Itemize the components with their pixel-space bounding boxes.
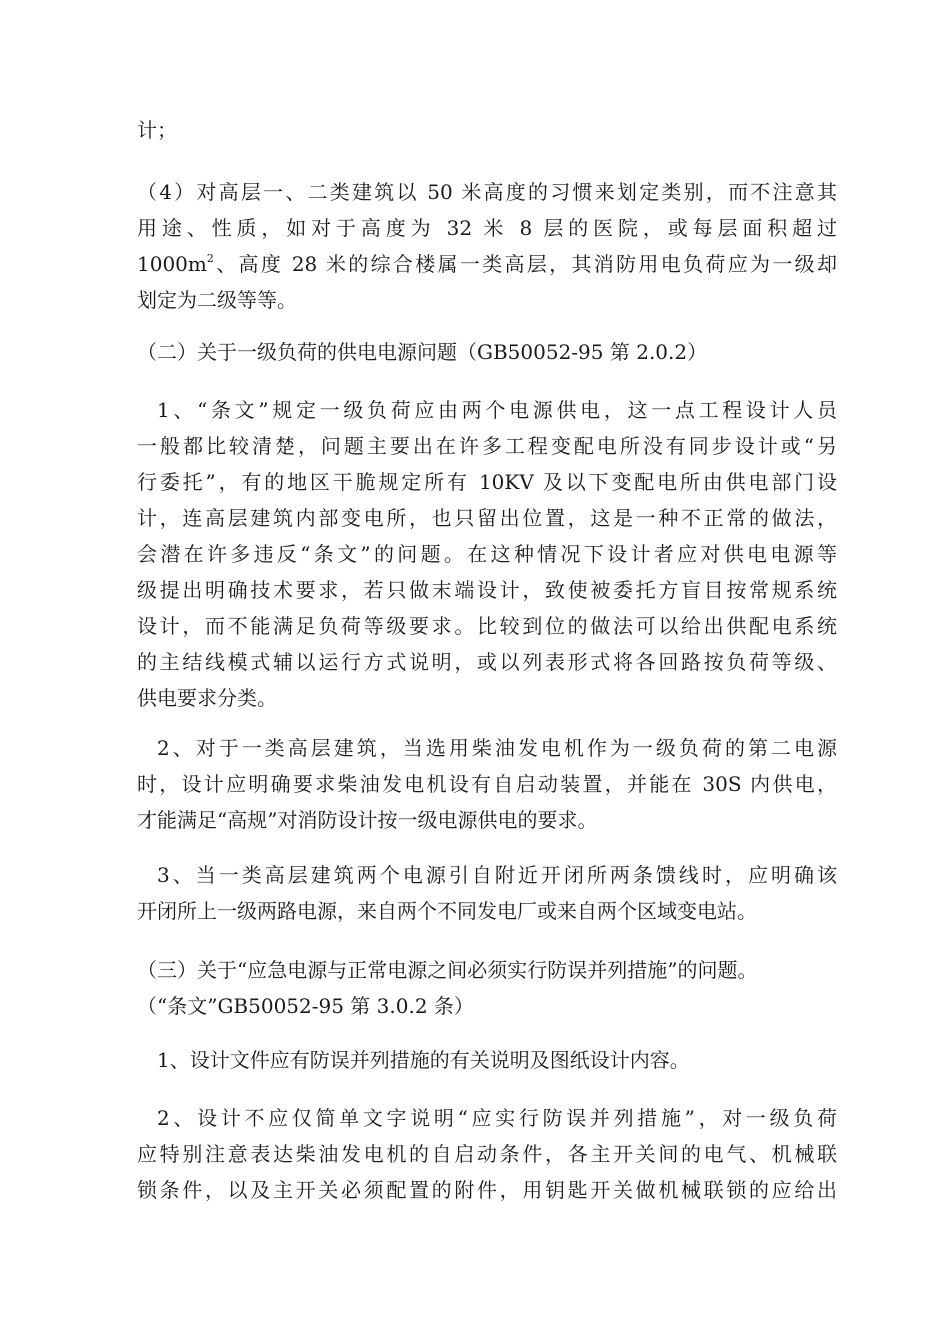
- text-line: 开闭所上一级两路电源，来自两个不同发电厂或来自两个区域变电站。: [137, 899, 757, 923]
- text-line: 应特别注意表达柴油发电机的自启动条件，各主开关间的电气、机械联: [137, 1142, 837, 1166]
- text-line: 行委托”，有的地区干脆规定所有 10KV 及以下变配电所由供电部门设: [137, 470, 837, 494]
- paragraph-2-2: [137, 730, 837, 838]
- paragraph-3-1: [137, 1042, 837, 1078]
- text-fragment: 1000m: [137, 252, 207, 276]
- paragraph-2-1: [137, 392, 837, 716]
- text-line: 划定为二级等等。: [137, 288, 297, 312]
- text-line: 计；: [137, 118, 177, 142]
- text-line: （二）关于一级负荷的供电电源问题（GB50052-95 第 2.0.2）: [137, 340, 708, 364]
- paragraph-2-3: [137, 857, 837, 929]
- text-line: 一般都比较清楚，问题主要出在许多工程变配电所没有同步设计或“另: [137, 434, 837, 458]
- section-heading-2: [137, 334, 837, 370]
- text-line: 才能满足“高规”对消防设计按一级电源供电的要求。: [137, 808, 598, 832]
- section-heading-3: [137, 952, 837, 1024]
- text-line: [137, 246, 837, 282]
- text-line: 锁条件，以及主开关必须配置的附件，用钥匙开关做机械联锁的应给出: [137, 1178, 837, 1202]
- text-line: （4）对高层一、二类建筑以 50 米高度的习惯来划定类别，而不注意其: [137, 180, 837, 204]
- text-line: 2、对于一类高层建筑，当选用柴油发电机作为一级负荷的第二电源: [157, 736, 837, 760]
- text-line: 的主结线模式辅以运行方式说明，或以列表形式将各回路按负荷等级、: [137, 650, 837, 674]
- text-line: 会潜在许多违反“条文”的问题。在这种情况下设计者应对供电电源等: [137, 542, 837, 566]
- text-line: 计，连高层建筑内部变电所，也只留出位置，这是一种不正常的做法，: [137, 506, 837, 530]
- text-line: 用途、性质，如对于高度为 32 米 8 层的医院，或每层面积超过: [137, 216, 837, 240]
- text-line: 3、当一类高层建筑两个电源引自附近开闭所两条馈线时，应明确该: [157, 863, 837, 887]
- superscript: 2: [206, 252, 214, 266]
- text-line: （“条文”GB50052-95 第 3.0.2 条）: [137, 994, 474, 1018]
- paragraph-continuation: [137, 112, 837, 148]
- text-line: 2、设计不应仅简单文字说明“应实行防误并列措施”，对一级负荷: [157, 1106, 837, 1130]
- text-line: 设计，而不能满足负荷等级要求。比较到位的做法可以给出供配电系统: [137, 614, 837, 638]
- paragraph-3-2: [137, 1100, 837, 1208]
- text-line: 供电要求分类。: [137, 686, 277, 710]
- text-line: 1、“条文”规定一级负荷应由两个电源供电，这一点工程设计人员: [157, 398, 837, 422]
- text-line: 1、设计文件应有防误并列措施的有关说明及图纸设计内容。: [157, 1048, 690, 1072]
- text-line: 时，设计应明确要求柴油发电机设有自启动装置，并能在 30S 内供电，: [137, 772, 837, 796]
- text-fragment: 、高度 28 米的综合楼属一类高层，其消防用电负荷应为一级却: [213, 252, 837, 276]
- text-line: （三）关于“应急电源与正常电源之间必须实行防误并列措施”的问题。: [137, 958, 758, 982]
- paragraph-item-4: [137, 174, 837, 318]
- text-line: 级提出明确技术要求，若只做末端设计，致使被委托方盲目按常规系统: [137, 578, 837, 602]
